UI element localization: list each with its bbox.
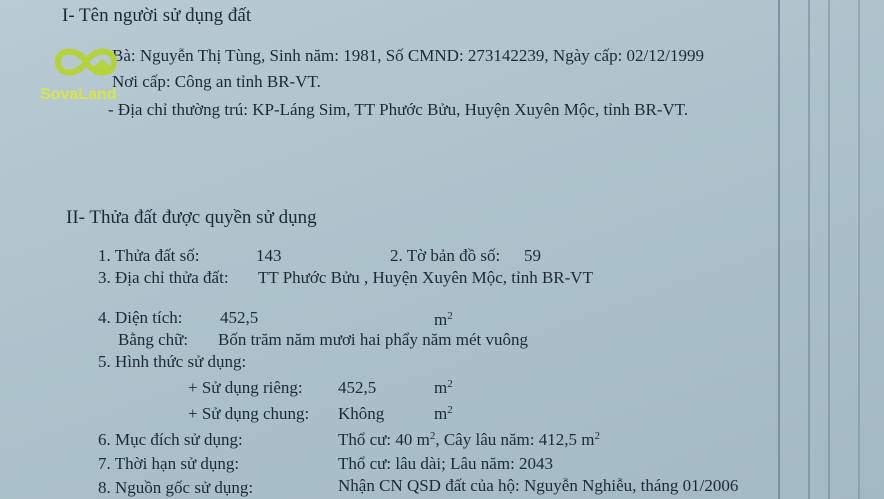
origin-value: Nhận CN QSD đất của hộ: Nguyễn Nghiễu, tháng 01/2006 <box>338 476 739 495</box>
origin-label: 8. Nguồn gốc sử dụng: <box>98 478 254 497</box>
in-words-label: Bằng chữ: <box>118 330 189 349</box>
brand-watermark: SovaLand <box>40 86 117 103</box>
private-use-unit: $m^2$ <box>434 378 453 397</box>
shared-use-value: Không <box>338 404 385 423</box>
issued-by: Nơi cấp: Công an tỉnh BR-VT. <box>112 72 321 91</box>
owner-line: Bà: Nguyễn Thị Tùng, Sinh năm: 1981, Số CMND: 273142239, Ngày cấp: 02/12/1999 <box>112 46 704 65</box>
term-value: Thổ cư: lâu dài; Lâu năm: 2043 <box>338 454 554 473</box>
page-edge-line <box>808 0 810 499</box>
term-label: 7. Thời hạn sử dụng: <box>98 454 240 473</box>
shared-use-unit: $m^2$ <box>434 404 453 423</box>
permanent-address: - Địa chỉ thường trú: KP-Láng Sim, TT Phước Bửu, Huyện Xuyên Mộc, tỉnh BR-VT. <box>108 100 689 119</box>
in-words-value: Bốn trăm năm mươi hai phẩy năm mét vuông <box>218 330 528 349</box>
private-use-value: 452,5 <box>338 378 377 397</box>
shared-use-label: + Sử dụng chung: <box>188 404 310 423</box>
infinity-house-logo-icon <box>50 40 122 84</box>
section1-heading: I- Tên người sử dụng đất <box>62 5 252 26</box>
area-label: 4. Diện tích: <box>98 308 183 327</box>
address-value: TT Phước Bửu , Huyện Xuyên Mộc, tỉnh BR-VT <box>258 268 593 287</box>
address-label: 3. Địa chỉ thửa đất: <box>98 268 229 287</box>
map-value: 59 <box>524 246 541 265</box>
purpose-value: Thổ cư: 40 $m^2$, Cây lâu năm: 412,5 $m^2$ <box>338 430 600 449</box>
section2-heading: II- Thửa đất được quyền sử dụng <box>66 207 317 228</box>
parcel-label: 1. Thửa đất số: <box>98 246 200 265</box>
usage-form-label: 5. Hình thức sử dụng: <box>98 352 247 371</box>
page-edge-line <box>858 0 860 499</box>
page-edge-line <box>778 0 780 499</box>
area-unit: $m^2$ <box>434 310 453 329</box>
parcel-value: 143 <box>256 246 282 265</box>
area-value: 452,5 <box>220 308 259 327</box>
private-use-label: + Sử dụng riêng: <box>188 378 303 397</box>
map-label: 2. Tờ bản đồ số: <box>390 246 501 265</box>
page-edge-line <box>828 0 830 499</box>
purpose-label: 6. Mục đích sử dụng: <box>98 430 243 449</box>
